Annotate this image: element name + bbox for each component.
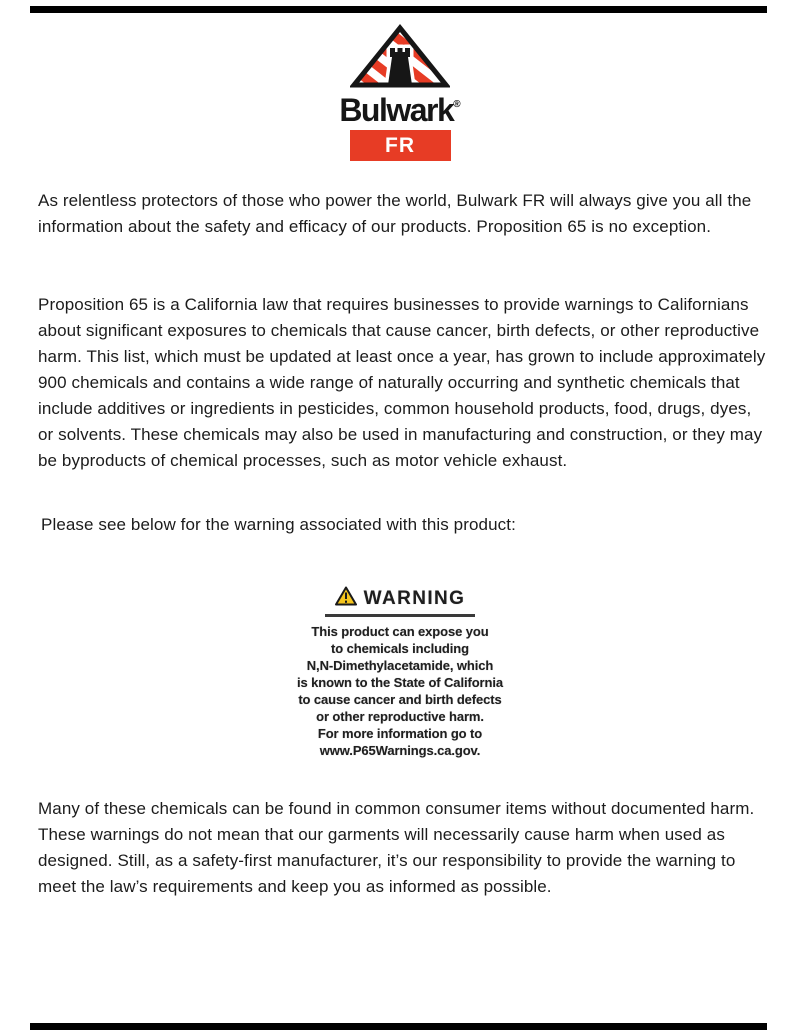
warning-triangle-icon: [335, 586, 357, 611]
fr-badge: [350, 130, 451, 161]
bulwark-triangle-icon: [350, 24, 450, 93]
warning-text: [297, 623, 503, 759]
warning-line: to chemicals including: [331, 641, 469, 656]
bulwark-wordmark: [339, 94, 460, 126]
warning-line: For more information go to: [317, 726, 483, 741]
warning-heading-underline: [325, 614, 475, 617]
warning-line: www.P65Warnings.ca.gov.: [319, 743, 481, 758]
warning-heading: WARNING: [363, 587, 466, 609]
warning-line: is known to the State of California: [297, 675, 503, 690]
intro-paragraph: As relentless protectors of those who power the world, Bulwark FR will always give you all the information about the safety and efficacy of our products. Proposition 65 is no exception.: [38, 191, 752, 236]
see-below-line: Please see below for the warning associated with this product:: [41, 515, 516, 534]
warning-line: This product can expose you: [311, 624, 489, 639]
prop65-explanation-paragraph: Proposition 65 is a California law that requires businesses to provide warnings to Californians about significant exposures to chemicals that cause cancer, birth defects, or other reproductive harm. This list, which must be updated at least once a year, has grown to include approximately 900 chemicals and contains a wide range of naturally occurring and synthetic chemicals that include additives or ingredients in pesticides, common household products, food, drugs, dyes, or solvents. These chemicals may also be used in manufacturing and construction, or they may be byproducts of chemical processes, such as motor vehicle exhaust.: [38, 295, 766, 470]
warning-line: to cause cancer and birth defects: [298, 692, 502, 707]
fr-badge-label: FR: [385, 133, 415, 157]
brand-name: Bulwark: [339, 92, 454, 128]
warning-line: N,N-Dimethylacetamide, which: [306, 658, 494, 673]
registered-trademark-symbol: ®: [453, 99, 461, 110]
closing-paragraph: Many of these chemicals can be found in common consumer items without documented harm. These warnings do not mean that our garments will necessarily cause harm when used as designed. Still, as a safety-first manufacturer, it’s our responsibility to provide the warning to meet the law’s requirements and keep you as informed as possible.: [38, 799, 755, 896]
warning-heading-row: [335, 586, 466, 611]
page-bottom-edge-line: [30, 1023, 767, 1030]
prop65-warning-label: [0, 586, 800, 759]
warning-line: or other reproductive harm.: [316, 709, 484, 724]
page-top-edge-line: [30, 6, 767, 13]
bulwark-logo: [0, 24, 800, 161]
